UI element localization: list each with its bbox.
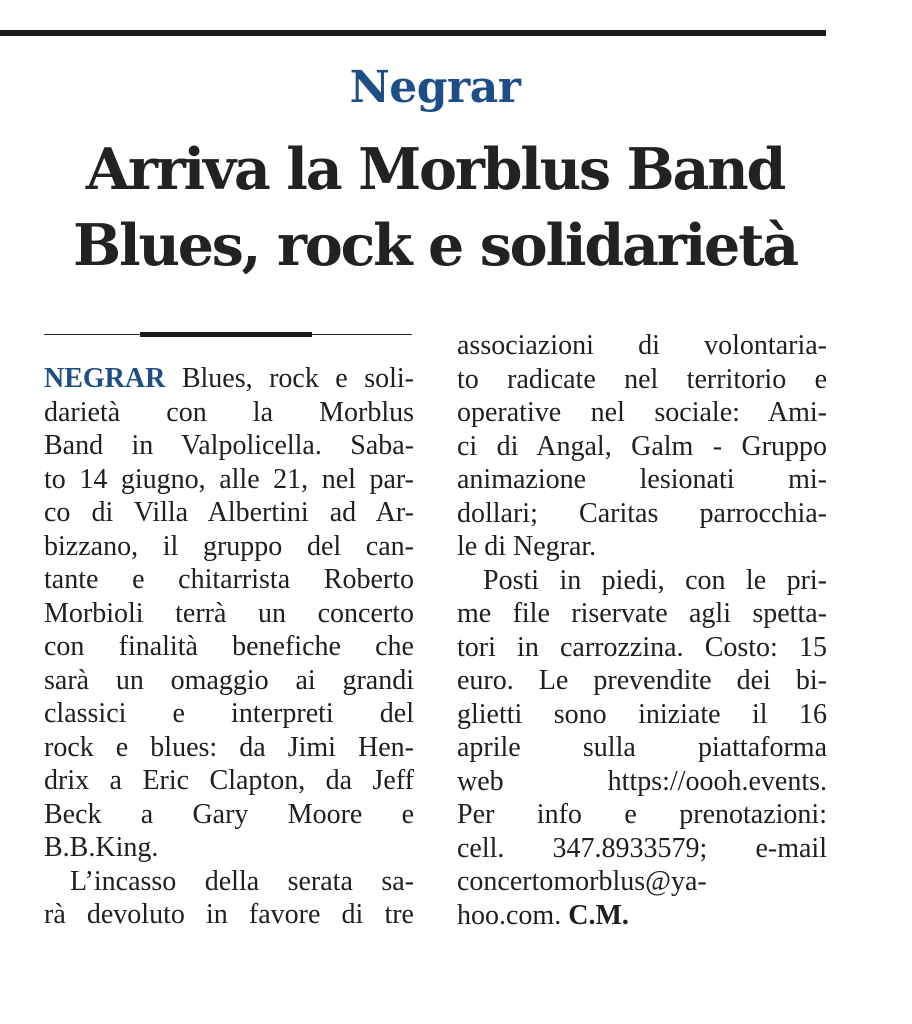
article-line: Morbioli terrà un concerto [44,597,414,629]
column-rule-accent [140,332,312,337]
top-rule [0,30,826,36]
article-line: tori in carrozzina. Costo: 15 [457,631,827,663]
article-line: NEGRAR Blues, rock e soli- [44,363,414,394]
article-line: darietà con la Morblus [44,396,414,428]
article-line: L’incasso della serata sa- [70,865,414,897]
article-line: con finalità benefiche che [44,631,414,662]
article-line: concertomorblus@ya- [457,866,707,897]
article-line: Beck a Gary Moore e [44,798,414,830]
article-column-left [44,362,414,932]
article-line: web https://oooh.events. [457,765,827,797]
article-line: B.B.King. [44,832,159,863]
article-line: associazioni di volontaria- [457,330,827,361]
article-line: glietti sono iniziate il 16 [457,698,827,730]
article-line: to radicate nel territorio e [457,363,827,395]
article-line: rock e blues: da Jimi Hen- [44,731,414,763]
article-line: tante e chitarrista Roberto [44,564,414,595]
article-line: hoo.com. C.M. [457,899,629,931]
article-line: euro. Le prevendite dei bi- [457,665,827,696]
article-line: me file riservate agli spetta- [457,598,827,629]
article-line: aprile sulla piattaforma [457,732,827,763]
article-line: Per info e prenotazioni: [457,799,827,830]
article-line: le di Negrar. [457,531,597,562]
article-line: classici e interpreti del [44,698,414,729]
article-line: sarà un omaggio ai grandi [44,664,414,696]
dateline: NEGRAR [44,363,166,394]
article-line: operative nel sociale: Ami- [457,397,827,428]
article-line: ci di Angal, Galm - Gruppo [457,430,827,462]
article-line: bizzano, il gruppo del can- [44,530,414,562]
article-line: cell. 347.8933579; e-mail [457,832,827,864]
article-line: to 14 giugno, alle 21, nel par- [44,463,414,495]
headline-line-2: Blues, rock e solidarietà [73,212,797,279]
article-column-right [457,329,827,932]
article-line: drix a Eric Clapton, da Jeff [44,765,414,796]
article-line: animazione lesionati mi- [457,464,827,495]
section-kicker: Negrar [349,62,521,113]
article-line: Band in Valpolicella. Saba- [44,430,414,461]
article-line: Posti in piedi, con le pri- [483,564,827,596]
headline-line-1: Arriva la Morblus Band [85,136,785,203]
article-line: dollari; Caritas parrocchia- [457,497,827,529]
article-line: co di Villa Albertini ad Ar- [44,497,414,528]
author-signature: C.M. [568,899,629,931]
article-line: rà devoluto in favore di tre [44,899,414,930]
headline [0,132,870,284]
